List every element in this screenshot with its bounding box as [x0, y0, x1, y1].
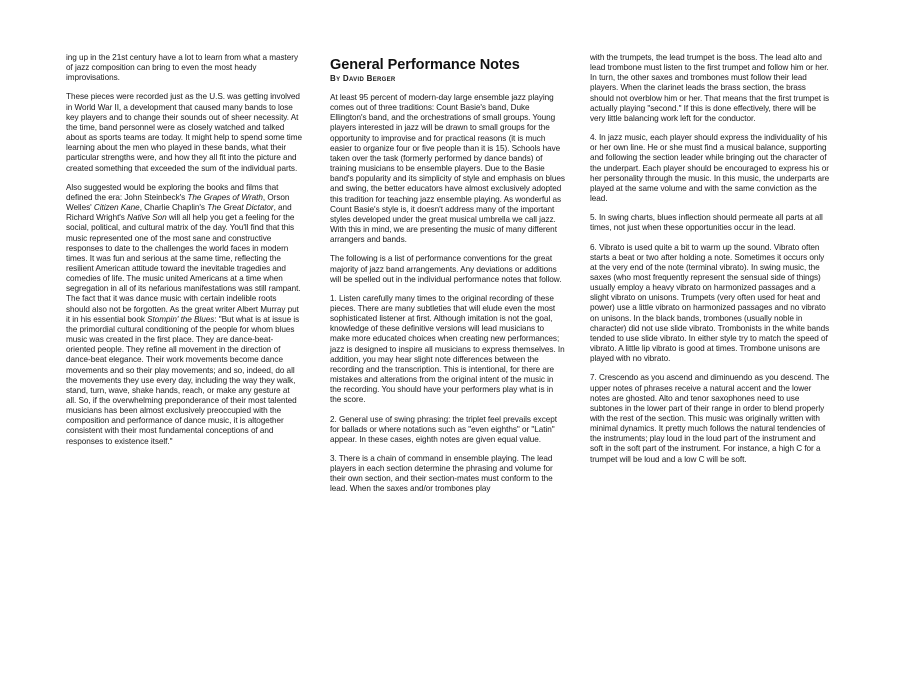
paragraph: At least 95 percent of modern-day large ensemble jazz playing comes out of three traditions: Count Basie's band, Duke Ellington's band, and the orchestrations of small groups. Young players interested in jazz will be drawn to small groups for the opportunity to improvise and for practical reasons (it is much easier to organize four or five people than it is 15). Schools have taken over the task (formerly performed by dance bands) of training musicians to be ensemble players. Due to the Basie band's popularity and its simplicity of style and emphasis on blues and swing, the better educators have almost exclusively adopted this tradition for teaching jazz ensemble playing. As wonderful as Count Basie's style is, it doesn't address many of the important styles developed under the great musical umbrella we call jazz. With this in mind, we are presenting the music of many different arrangers and bands.	[330, 93, 565, 245]
text-run: will all help you get a feeling for the social, political, and cultural matrix of the day. You'll find that this music represented one of the most sane and constructive responses to date to the challenges the world faces in modern times. It was fun and serious at the same time, reflecting the resilient American attitude toward the inevitable tragedies and comedies of life. The music united Americans at a time when segregation in all of its nefarious manifestations was still rampant. The fact that it was dance music with certain indelible roots should also not be forgotten. As the great writer Albert Murray put it in his essential book	[66, 213, 301, 324]
numbered-note: 2. General use of swing phrasing: the triplet feel prevails except for ballads or where notations such as "even eighths" or "Latin" appear. In these cases, eighth notes are given equal value.	[330, 414, 557, 444]
numbered-note: 4. In jazz music, each player should express the individuality of his or her own line. He or she must find a musical balance, supporting and following the section leader while bringing out the character of the underpart. Each player should be encouraged to express his or her personality through the music. In this music, the underparts are played at the same volume and with the same conviction as the lead.	[590, 133, 830, 204]
text-run: , Charlie Chaplin's	[139, 203, 208, 213]
paragraph: These pieces were recorded just as the U.S. was getting involved in World War II, a development that caused many bands to lose key players and to change their sounds out of sheer necessity. At the time, band personnel were as closely watched and talked about as sports teams are today. It might help to spend some time learning about the men who played in these bands, what their particular strengths were, and how they all fit into the picture and created something that exceeded the sum of the individual parts.	[66, 92, 302, 173]
text-run: , Orson Welles'	[66, 192, 290, 213]
book-title: Native Son	[127, 213, 167, 223]
byline-by: By	[330, 74, 341, 83]
film-title: The Great Dictator	[207, 203, 274, 213]
numbered-note: 3. There is a chain of command in ensemble playing. The lead players in each section determine the phrasing and volume for their own section, and their section-mates must conform to the lead. When the saxes and/or trombones play	[330, 454, 553, 494]
numbered-note: 1. Listen carefully many times to the original recording of these pieces. There are many subtleties that will elude even the most sophisticated listener at first. Although imitation is not the goal, knowledge of these definitive versions will lead musicians to make more educated choices when creating new performances; jazz is designed to inspire all musicians to express themselves. In addition, you may hear slight note differences between the recording and the transcription. This is intentional, for there are mistakes and alterations from the original intent of the music in the recording. You should have your performers play what is in the score.	[330, 293, 565, 405]
left-column	[66, 53, 302, 456]
numbered-note: 7. Crescendo as you ascend and diminuendo as you descend. The upper notes of phrases receive a natural accent and the lower notes are ghosted. Alto and tenor saxophones need to use subtones in the lower part of their range in order to blend properly with the rest of the section. This music was originally written with minimal dynamics. It pretty much follows the natural tendencies of the instruments; play loud in the loud part of the instrument and soft in the soft part of the instrument. For instance, a high C for a trumpet will be loud and a low C will be soft.	[590, 373, 830, 464]
film-title: Citizen Kane	[93, 203, 140, 213]
right-column	[590, 53, 830, 474]
text-run: , and Richard Wright's	[66, 203, 292, 223]
middle-column	[330, 53, 566, 504]
byline	[330, 74, 566, 84]
text-run: : "But what is at issue is the primordial cultural conditioning of the people for whom blues music was created in the first place. They are dance-beat-oriented people. They refine all movement in the direction of dance-beat elegance. Their work movements become dance movements and so their play movements; and so, indeed, do all the movements they use every day, including the way they walk, stand, turn, wave, shake hands, reach, or make any gesture at all. So, if the overwhelming preponderance of their most talented musicians has been almost exclusively preoccupied with the composition and performance of dance music, it is altogether consistent with their most fundamental conceptions of and responses to existence itself."	[66, 314, 300, 446]
paragraph: with the trumpets, the lead trumpet is the boss. The lead alto and lead trombone must listen to the first trumpet and follow him or her. In turn, the other saxes and trombones must follow their lead players. When the clarinet leads the brass section, the brass should not overblow him or her. That means that the first trumpet is actually playing "second." If this is done effectively, there will be very little balancing work left for the conductor.	[590, 53, 830, 123]
paragraph: The following is a list of performance conventions for the great majority of jazz band arrangements. Any deviations or additions will be spelled out in the individual performance notes that follow.	[330, 254, 562, 284]
numbered-note: 5. In swing charts, blues inflection should permeate all parts at all times, not just when these opportunities occur in the lead.	[590, 213, 823, 233]
article-title: General Performance Notes	[330, 57, 520, 73]
paragraph: ing up in the 21st century have a lot to learn from what a mastery of jazz composition can bring to even the most heady improvisations.	[66, 53, 298, 83]
text-run: Also suggested would be exploring the books and films that defined the era: John Steinbeck's	[66, 182, 279, 202]
paragraph	[66, 183, 302, 447]
book-title: Stompin' the Blues	[147, 314, 215, 324]
byline-author: David Berger	[342, 74, 396, 83]
book-title: The Grapes of Wrath	[187, 192, 263, 202]
numbered-note: 6. Vibrato is used quite a bit to warm up the sound. Vibrato often starts a beat or two after holding a note. Sometimes it occurs only at the very end of the note (terminal vibrato). In swing music, the saxes (who most frequently represent the sensual side of things) usually employ a heavy vibrato on harmonized passages and a slight vibrato on unisons. Trumpets (very often used for heat and power) use a little vibrato on harmonized passages and no vibrato on unisons. In the black bands, trombones (usually noble in character) did not use slide vibrato. Trombonists in the white bands tended to use slide vibrato. In either style try to match the speed of vibrato. A little lip vibrato is good at times. Trombone unisons are played with no vibrato.	[590, 242, 830, 364]
